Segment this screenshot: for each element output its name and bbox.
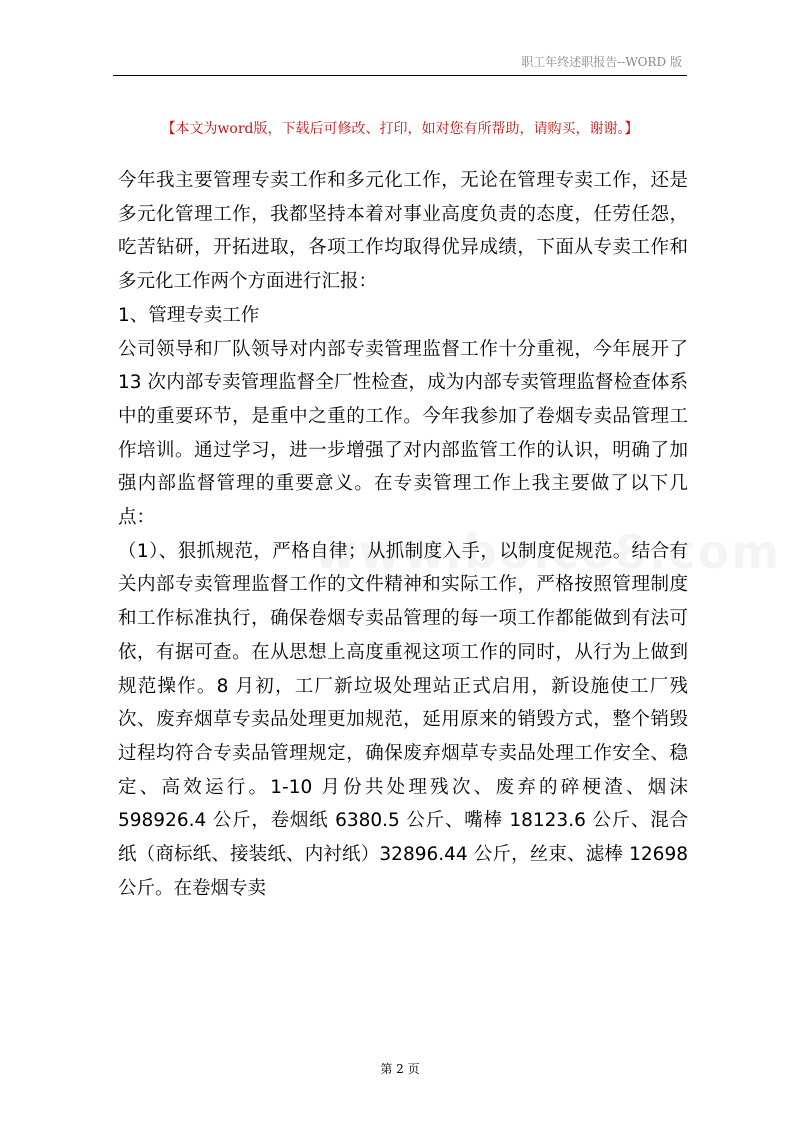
header-divider <box>113 75 687 76</box>
document-body <box>118 164 688 905</box>
body-paragraph: 公司领导和厂队领导对内部专卖管理监督工作十分重视，今年展开了 13 次内部专卖管理监督全厂性检查，成为内部专卖管理监督检查体系中的重要环节，是重中之重的工作。今年我参加了卷烟专卖品管理工作培训。通过学习，进一步增强了对内部监管工作的认识，明确了加强内部监督管理的重要意义。在专卖管理工作上我主要做了以下几点： <box>118 338 688 529</box>
body-paragraph: （1）、狠抓规范，严格自律；从抓制度入手，以制度促规范。结合有关内部专卖管理监督工作的文件精神和实际工作，严格按照管理制度和工作标准执行，确保卷烟专卖品管理的每一项工作都能做到有法可依，有据可查。在从思想上高度重视这项工作的同时，从行为上做到规范操作。8 月初，工厂新垃圾处理站正式启用，新设施使工厂残次、废弃烟草专卖品处理更加规范，延用原来的销毁方式，整个销毁过程均符合专卖品管理规定，确保废弃烟草专卖品处理工作安全、稳定、高效运行。1-10 月份共处理残次、废弃的碎梗渣、烟沫 598926.4 公斤，卷烟纸 6380.5 公斤、嘴棒 18123.6 公斤、混合纸（商标纸、接装纸、内衬纸）32896.44 公斤，丝束、滤棒 12698 公斤。在卷烟专卖 <box>118 540 688 899</box>
page-header-title: 职工年终述职报告--WORD 版 <box>521 55 682 69</box>
page-number: 第 2 页 <box>380 1062 420 1076</box>
intro-paragraph: 今年我主要管理专卖工作和多元化工作，无论在管理专卖工作，还是多元化管理工作，我都坚持本着对事业高度负责的态度，任劳任怨，吃苦钻研，开拓进取，各项工作均取得优异成绩，下面从专卖工作和多元化工作两个方面进行汇报： <box>118 170 688 293</box>
section-heading: 1、管理专卖工作 <box>118 304 260 326</box>
purchase-notice: 【本文为word版，下载后可修改、打印，如对您有所帮助，请购买，谢谢。】 <box>161 121 639 137</box>
